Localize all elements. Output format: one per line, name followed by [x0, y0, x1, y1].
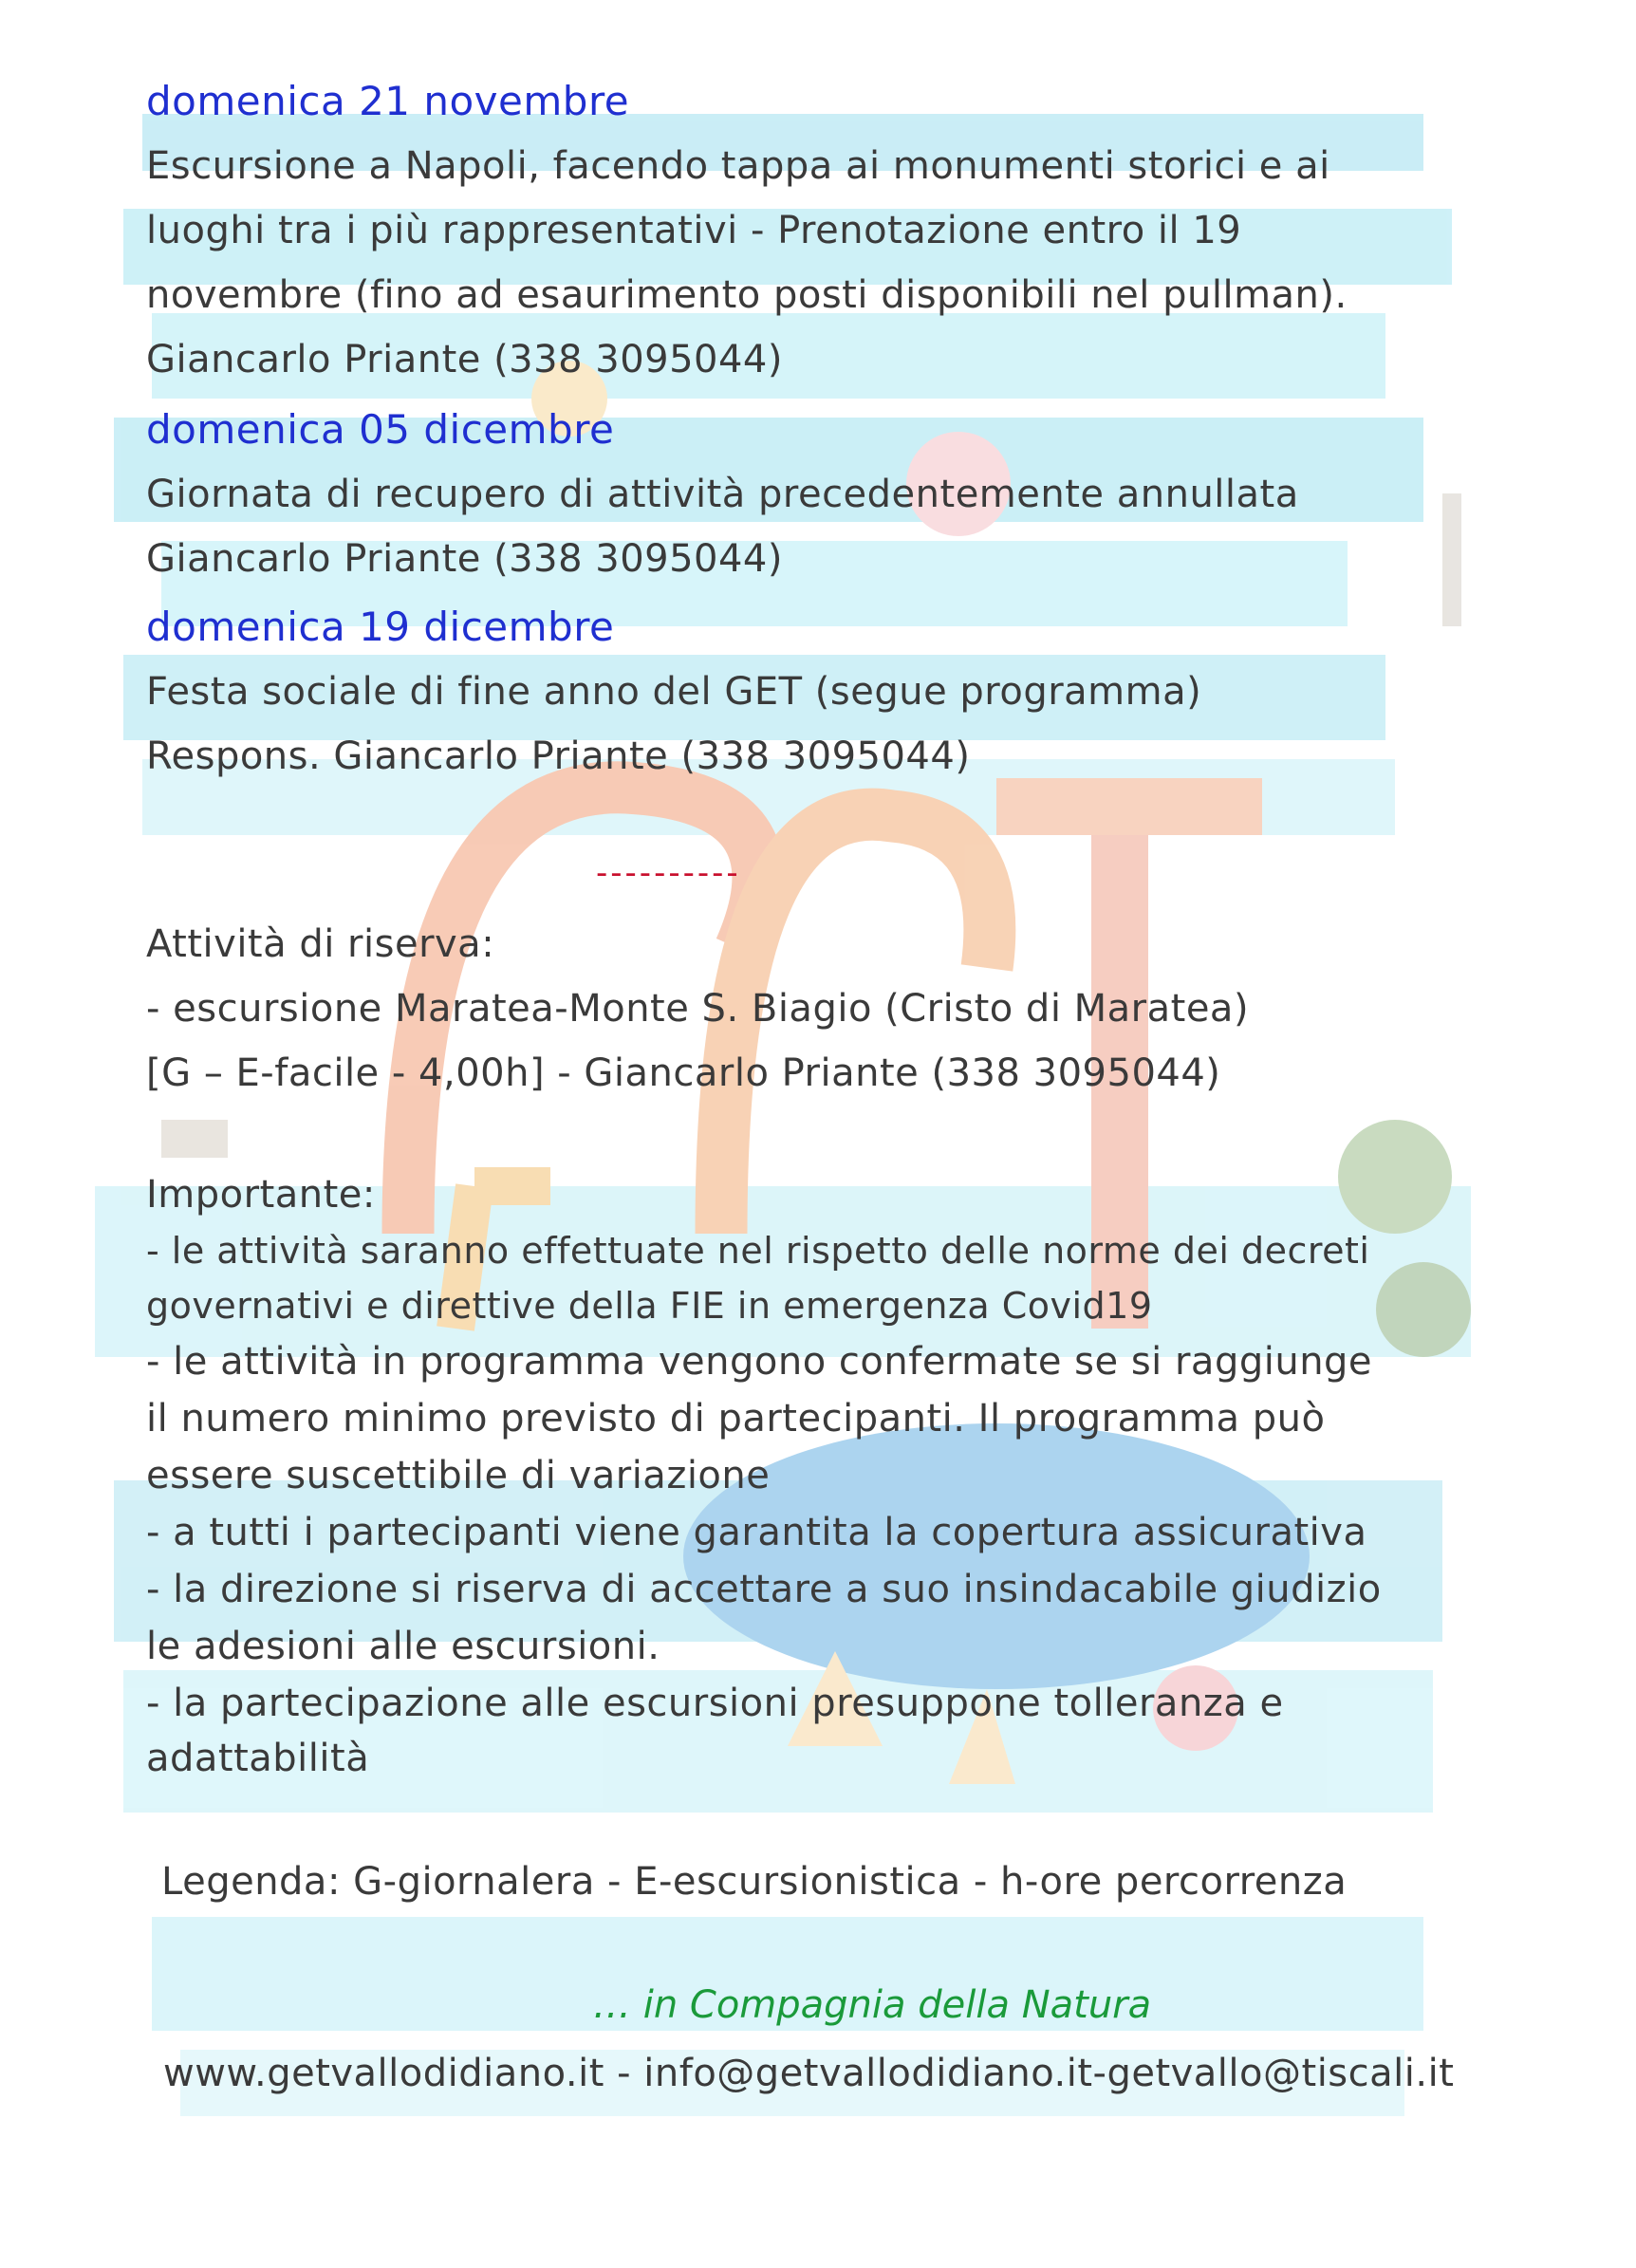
- contact-links[interactable]: www.getvallodidiano.it - info@getvallodidiano.it-getvallo@tiscali.it: [163, 2052, 1455, 2095]
- tagline: … in Compagnia della Natura: [593, 1983, 1152, 2027]
- event-date: domenica 19 dicembre: [146, 604, 615, 650]
- event-description-line: luoghi tra i più rappresentativi - Prenotazione entro il 19: [146, 209, 1242, 252]
- reserve-title: Attività di riserva:: [146, 922, 495, 966]
- event-contact-line: Respons. Giancarlo Priante (338 3095044): [146, 734, 971, 778]
- legend: Legenda: G-giornalera - E-escursionistica - h-ore percorrenza: [161, 1860, 1348, 1904]
- important-line: essere suscettibile di variazione: [146, 1454, 771, 1497]
- important-line: il numero minimo previsto di partecipanti. Il programma può: [146, 1397, 1326, 1441]
- event-date: domenica 21 novembre: [146, 78, 630, 124]
- important-line: - le attività in programma vengono confermate se si raggiunge: [146, 1340, 1373, 1384]
- important-title: Importante:: [146, 1173, 376, 1217]
- event-description-line: Giornata di recupero di attività precedentemente annullata: [146, 473, 1299, 516]
- important-line: le adesioni alle escursioni.: [146, 1625, 660, 1668]
- event-contact-line: Giancarlo Priante (338 3095044): [146, 537, 783, 581]
- important-line: - le attività saranno effettuate nel rispetto delle norme dei decreti: [146, 1230, 1370, 1272]
- event-description-line: Escursione a Napoli, facendo tappa ai monumenti storici e ai: [146, 144, 1330, 188]
- section-separator: ----------: [596, 854, 741, 892]
- reserve-line: - escursione Maratea-Monte S. Biagio (Cristo di Maratea): [146, 987, 1250, 1031]
- important-line: adattabilità: [146, 1737, 370, 1780]
- important-line: governativi e direttive della FIE in emergenza Covid19: [146, 1285, 1153, 1327]
- important-line: - a tutti i partecipanti viene garantita la copertura assicurativa: [146, 1511, 1367, 1554]
- event-description-line: Festa sociale di fine anno del GET (segue programma): [146, 670, 1202, 714]
- reserve-line: [G – E-facile - 4,00h] - Giancarlo Priante (338 3095044): [146, 1051, 1221, 1095]
- event-date: domenica 05 dicembre: [146, 406, 615, 453]
- event-contact-line: Giancarlo Priante (338 3095044): [146, 338, 783, 381]
- important-line: - la partecipazione alle escursioni presuppone tolleranza e: [146, 1682, 1284, 1725]
- important-line: - la direzione si riserva di accettare a suo insindacabile giudizio: [146, 1568, 1382, 1611]
- event-description-line: novembre (fino ad esaurimento posti disponibili nel pullman).: [146, 273, 1348, 317]
